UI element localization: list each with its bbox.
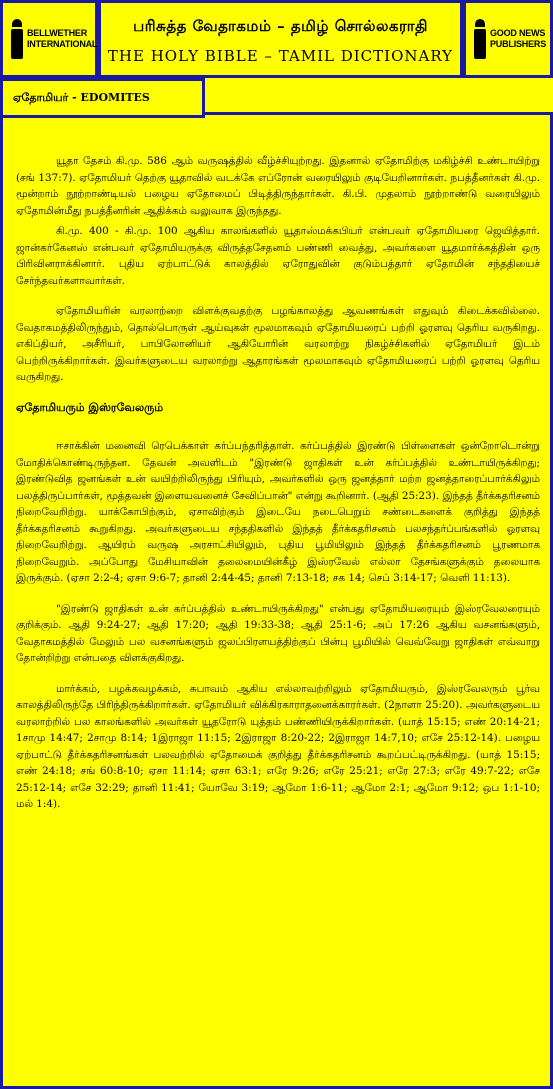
subheading: ஏதோமியரும் இஸ்ரவேலரும் — [16, 400, 164, 414]
title-english: THE HOLY BIBLE – TAMIL DICTIONARY — [107, 47, 454, 65]
section-label-box — [0, 78, 205, 118]
article-body — [16, 153, 540, 827]
paragraph: மார்க்கம், பழக்கவழக்கம், சுபாவம் ஆகிய எல்லாவற்றிலும் ஏதோமியரும், இஸ்ரவேலரும் பூர்வ காலத்திலிருந்தே பிரிந்திருக்கிறார்கள். ஏதோமியர் விக்கிரகாராதனைக்காரர்கள். (2நாளா 25:20). அவர்களுடைய வரலாற்றில் பல காலங்களில் அவர்கள் யூதரோடு யுத்தம் பண்ணியிருக்கிறார்கள். (யாத் 15:15; எண் 20:14-21; 1சாமு 14:47; 2சாமு 8:14; 1இராஜா 11:15; 2இராஜா 8:20-22; 2இராஜா 14:7,10; எசே 25:12-14). பழைய ஏற்பாட்டு தீர்க்கதரிசனங்கள் பலவற்றில் ஏதோமைக் குறித்து தீர்க்கதரிசனம் கூறப்பட்டிருக்கிறது. (யாத் 15:15; எண் 24:18; சங் 60:8-10; ஏசா 11:14; ஏசா 63:1; எரே 9:26; எரே 25:21; எரே 27:3; எரே 49:7-22; எசே 25:12-14; எசே 32:29; தானி 11:41; யோவே 3:19; ஆமோ 1:6-11; ஆமோ 2:1; ஆமோ 9:12; ஒப 1:1-10; மல் 1:4). — [16, 682, 540, 810]
bellwether-logo-box — [0, 0, 98, 78]
paragraph: "இரண்டு ஜாதிகள் உன் கர்ப்பத்தில் உண்டாயிருக்கிறது" என்பது ஏதோமியரையும் இஸ்ரவேலரையும் குறிக்கும். ஆதி 9:24-27; ஆதி 17:20; ஆதி 19:33-38; ஆதி 25:1-6; அப் 17:26 ஆகிய வசனங்களும், வேதாகமத்தில் மேலும் பல வசனங்களும் ஜலப்பிரளயத்திற்குப் பின்பு பூமியில் வெவ்வேறு ஜாதிகள் எவ்வாறு தோன்றிற்று என்பதை விளக்குகிறது. — [16, 602, 540, 664]
book-logo-icon — [11, 19, 23, 59]
paragraph: ஏதோமியரின் வரலாற்றை விளக்குவதற்கு பழங்காலத்து ஆவணங்கள் எதுவும் கிடைக்கவில்லை. வேதாகமத்திலிருந்தும், தொல்பொருள் ஆய்வுகள் மூலமாகவும் ஏதோமியரைப் பற்றி ஓரளவு தெரிய வருகிறது. எகிப்தியர், அசீரியர், பாபிலோனியர் ஆகியோரின் வரலாற்று நிகழ்ச்சிகளில் ஏதோமியர் இடம் பெற்றிருக்கிறார்கள். இவர்களுடைய வரலாற்று ஆதாரங்கள் மூலமாகவும் ஏதோமியரைப் பற்றி ஓரளவு தெரிய வருகிறது. — [16, 305, 540, 383]
paragraph: ஈசாக்கின் மனைவி ரெபெக்காள் கர்ப்பந்தரித்தாள். கர்ப்பத்தில் இரண்டு பிள்ளைகள் ஒன்றோடொன்று மோதிக்கொண்டிருந்தன. தேவன் அவளிடம் "இரண்டு ஜாதிகள் உன் கர்ப்பத்தில் உண்டாயிருக்கிறது; இரண்டுவித ஜனங்கள் உன் வயிற்றிலிருந்து பிரியும், அவர்களில் ஒரு ஜனத்தார் மற்ற ஜனத்தாரைப்பார்க்கிலும் பலத்திருப்பார்கள், மூத்தவன் இளையவனைச் சேவிப்பான்" என்று கூறினார். (ஆதி 25:23). இந்தத் தீர்க்கதரிசனம் நிறைவேறிற்று. யாக்கோபிற்கும், ஏசாவிற்கும் இடையே நடைபெறும் சண்டைகளைக் குறித்து இந்தத் தீர்க்கதரிசனம் கூறுகிறது. அவர்களுடைய சந்ததிகளில் இந்தத் தீர்க்கதரிசனம் பலசந்தர்ப்பங்களில் ஓரளவு நிறைவேறிற்று. ஆயிரம் வருஷ அரசாட்சியிலும், புதிய பூமியிலும் இந்தத் தீர்க்கதரிசனம் பூரணமாக நிறைவேறும். அப்போது மேசியாவின் தலைமையின்கீழ் இஸ்ரவேல் எல்லா தேசங்களுக்கும் தலையாக இருக்கும். (ஏசா 2:2-4; ஏசா 9:6-7; தானி 2:44-45; தானி 7:13-18; சக 14; செப் 3:14-17; வெளி 11:13). — [16, 440, 540, 584]
right-logo-text: GOOD NEWS PUBLISHERS — [490, 28, 547, 49]
book-logo-icon — [474, 19, 486, 59]
paragraph: யூதா தேசம் கி.மு. 586 ஆம் வருஷத்தில் வீழ்ச்சியுற்றது. இதனால் ஏதோமிற்கு மகிழ்ச்சி உண்டாயிற்று (சங் 137:7). ஏதோமியர் தெற்கு யூதாவில் வடக்கே எப்ரோன் வரையிலும் குடியேறினார்கள். நபத்தீனர்கள் கி.மு. மூன்றாம் நூற்றாண்டியல் பழைய ஏதோமைப் பிடித்திருந்தார்கள். கி.பி. முதலாம் நூற்றாண்டு வரையிலும் ஏதோமின்மீது நபத்தீனரின் ஆதிக்கம் வலுவாக இருந்தது. — [16, 155, 540, 217]
title-tamil: பரிசுத்த வேதாகமம் – தமிழ் சொல்லகராதி — [133, 17, 428, 35]
paragraph: கி.மு. 400 - கி.மு. 100 ஆகிய காலங்களில் யூதாஸ்மக்கபியர் என்பவர் ஏதோமியரை ஜெயித்தார். ஜான்கர்கேனஸ் என்பவர் ஏதோமியருக்கு விருத்தசேதனம் பண்ணி வைத்து, அவர்களை யூதமார்க்கத்தின் ஒரு பிரிவினராக்கினார். புதிய ஏற்பாட்டுக் காலத்தில் ஏரோதுவின் குடும்பத்தார் ஏதோமின் சந்ததியைச் சேர்ந்தவர்களாவார்கள். — [16, 225, 540, 287]
left-logo-text: BELLWETHER INTERNATIONAL — [27, 28, 98, 49]
title-box — [98, 0, 463, 78]
section-label: ஏதோமியர் - EDOMITES — [13, 91, 150, 104]
good-news-logo-box — [463, 0, 553, 78]
content-box — [0, 112, 553, 1089]
